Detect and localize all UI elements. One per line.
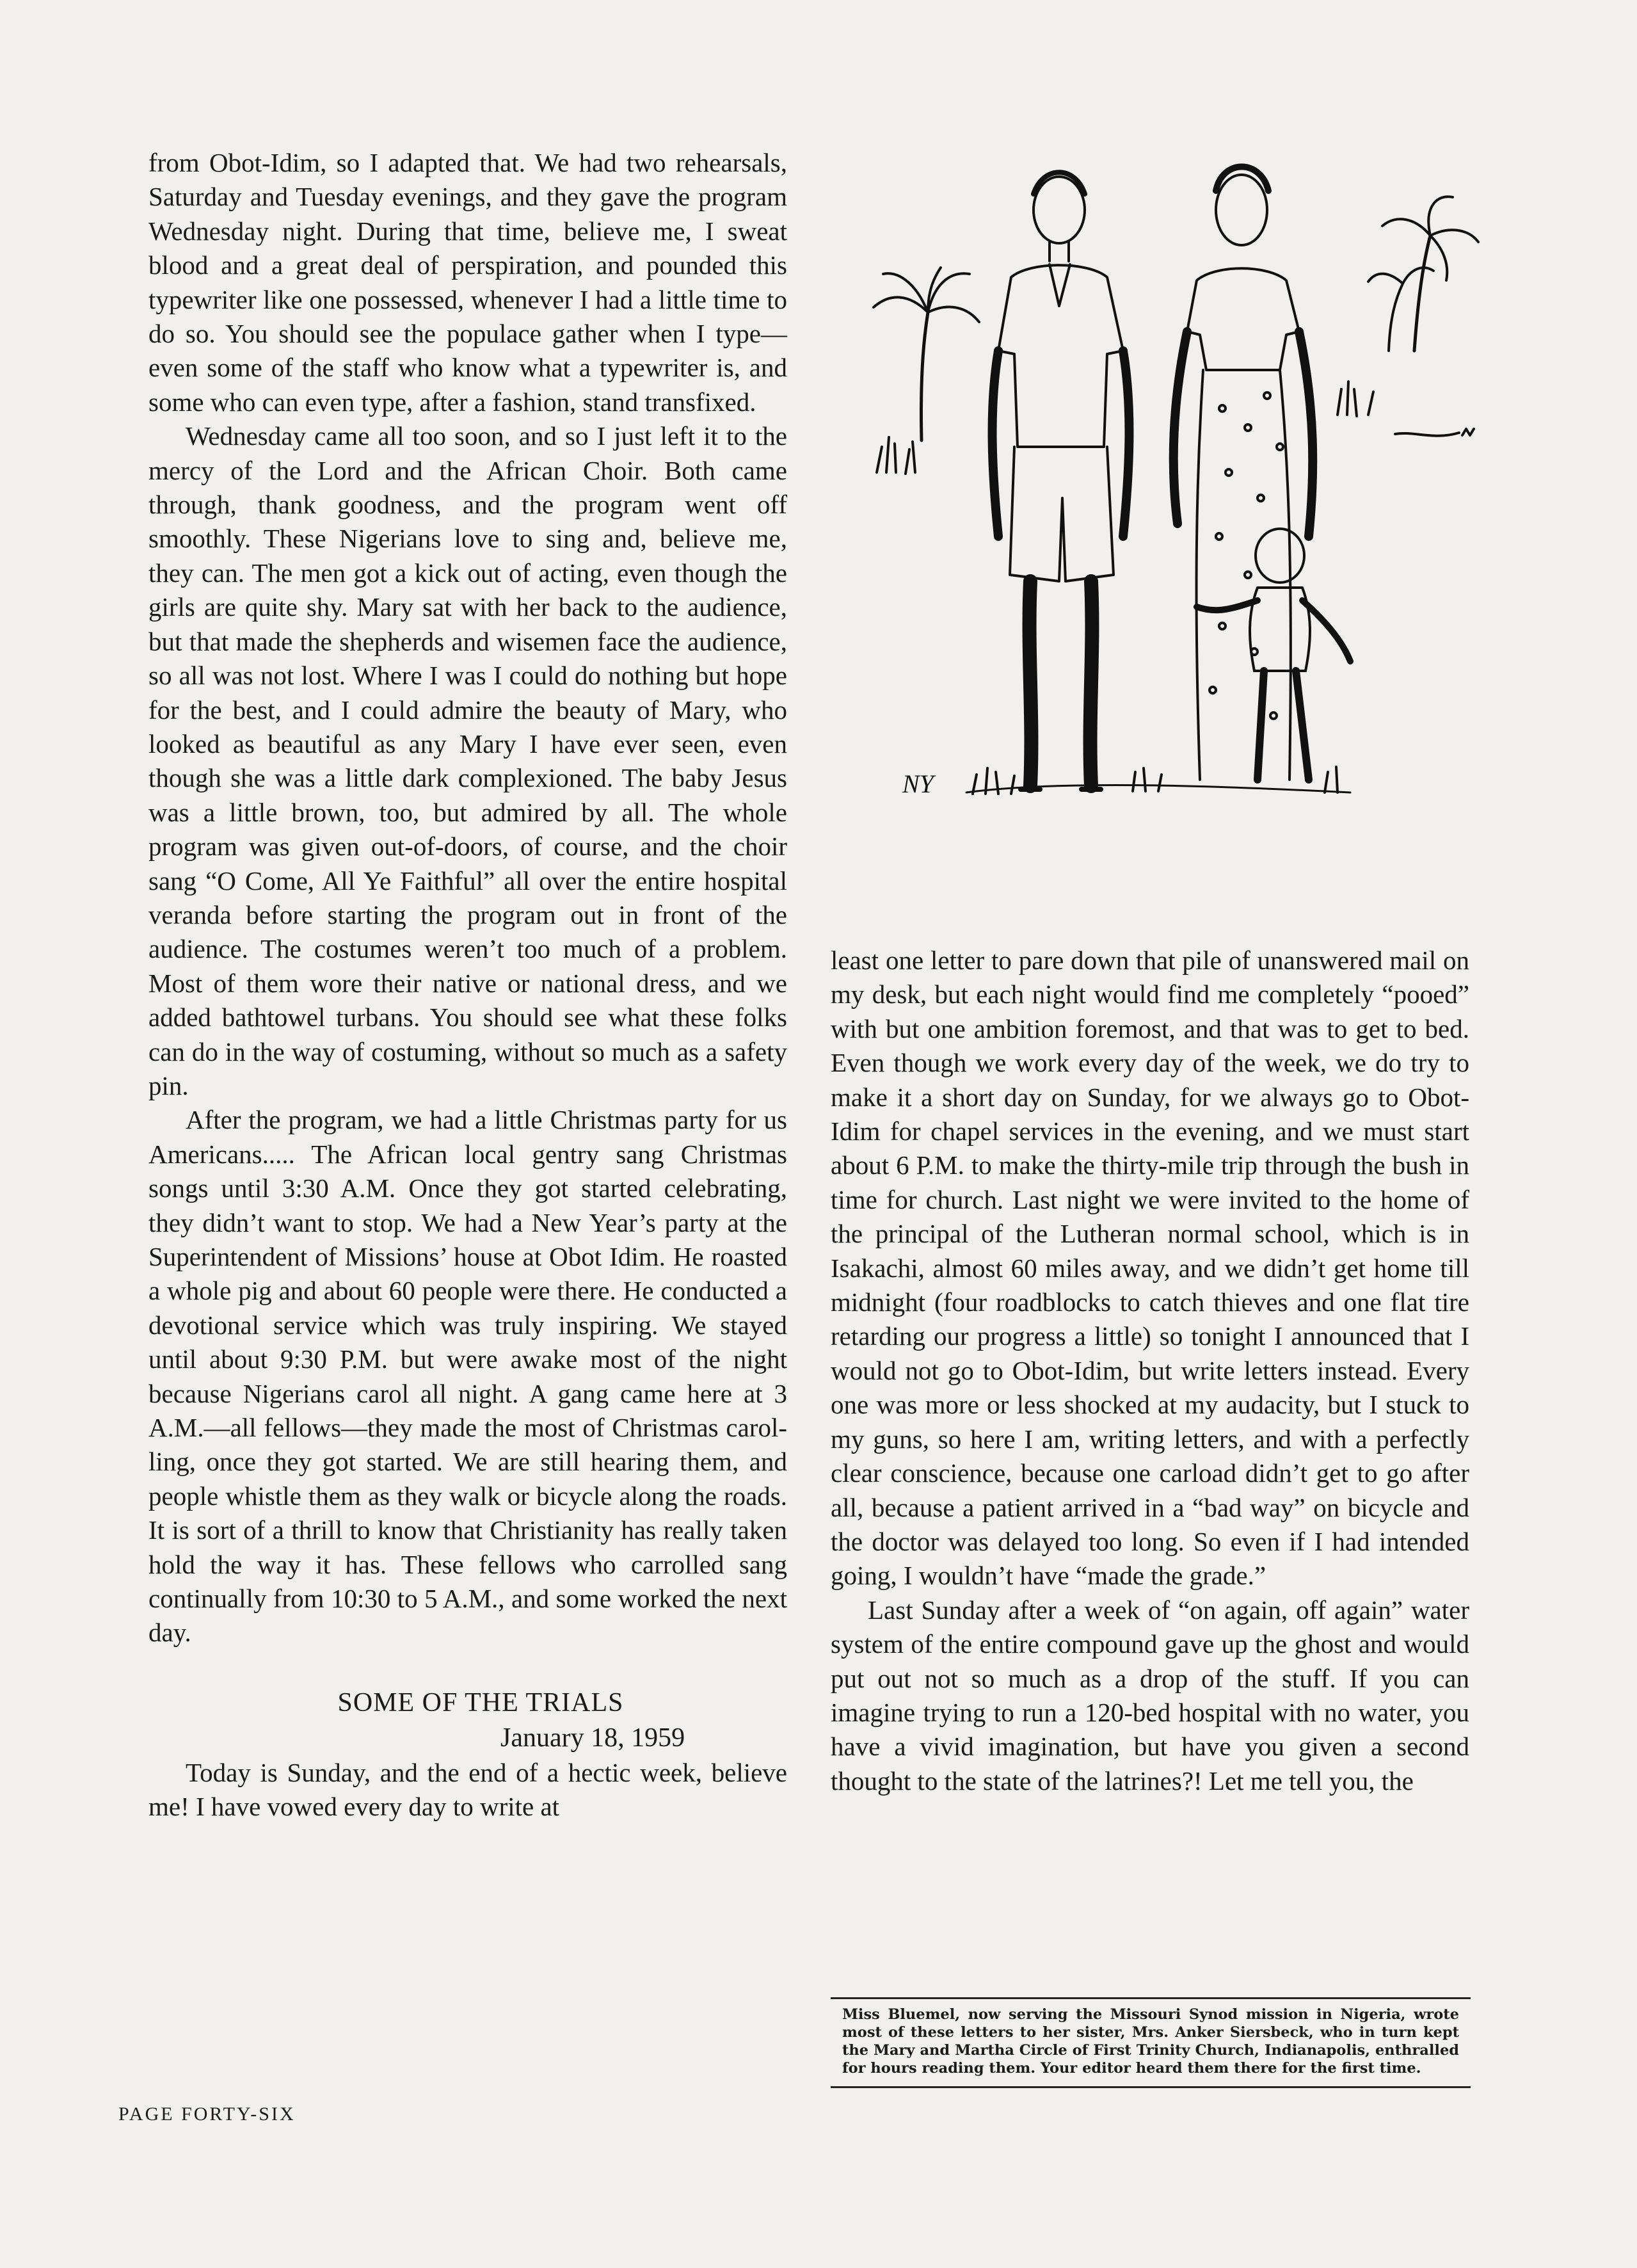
paragraph: Today is Sunday, and the end of a hectic week, believe me! I have vowed every day to write at bbox=[148, 1757, 787, 1822]
paragraph: least one letter to pare down that pile of unanswered mail on my desk, but each night would find me completely “pooed” with but one ambition foremost, and that was to get to bed. Even though we work every day of the week, we do try to make it a short day on Sunday, for we always go to Obot-Idim for chapel services in the evening, and we must start about 6 P.M. to make the thirty-mile trip through the bush in time for church. Last night we were invited to the home of the principal of the Lutheran normal school, which is in Isakachi, almost 60 miles away, and we didn’t get home till midnight (four roadblocks to catch thieves and one flat tire retarding our progress a little) so tonight I announced that I would not go to Obot-Idim, but write letters instead. Every one was more or less shocked at my audacity, but I stuck to my guns, so here I am, writing letters, and with a perfectly clear conscience, because one carload didn’t get to go after all, because a patient arrived in a “bad way” on bicycle and the doctor was delayed too long. So even if I had intended going, I wouldn’t have “made the grade.” bbox=[831, 945, 1469, 1591]
paragraph: Last Sunday after a week of “on again, off again” water system of the entire compound gave up the ghost and would put out not so much as a drop of the stuff. If you can imagine trying to run a 120-bed hospital with no water, you have a vivid imagination, but have you given a second thought to the state of the latrines?! Let me tell you, the bbox=[831, 1595, 1469, 1796]
family-illustration bbox=[838, 140, 1497, 882]
section-title: SOME OF THE TRIALS bbox=[337, 1687, 624, 1717]
artist-signature: NY bbox=[902, 769, 934, 798]
section-date: January 18, 1959 bbox=[500, 1723, 685, 1753]
paragraph: After the program, we had a little Christmas party for us Americans..... The African local gentry sang Christmas songs until 3:30 A.M. Once they got started celebrating, they didn’t want to stop. We had a New Year’s party at the Superintendent of Missions’ house at Obot Idim. He roasted a whole pig and about 60 people were there. He conducted a devotional service which was truly inspiring. We stayed until about 9:30 P.M. but were awake most of the night because Nigerians carol all night. A gang came here at 3 A.M.—all fellows—they made the most of Christmas carolling, once they got started. We are still hearing them, and people whistle them as they walk or bicycle along the roads. It is sort of a thrill to know that Christianity has really taken hold the way it has. These fellows who carrolled sang continually from 10:30 to 5 A.M., and some worked the next day. bbox=[148, 1105, 787, 1648]
editor-note: Miss Bluemel, now serving the Missouri Synod mission in Nigeria, wrote most of these letters to her sister, Mrs. Anker Siersbeck, who in turn kept the Mary and Martha Circle of First Trinity Church, Indianapolis, enthralled for hours reading them. Your editor heard them there for the first time. bbox=[831, 1997, 1471, 2088]
left-column bbox=[148, 146, 787, 1824]
right-column bbox=[831, 944, 1469, 1798]
paragraph: Wednesday came all too soon, and so I just left it to the mercy of the Lord and the African Choir. Both came through, thank goodness, and the program went off smoothly. These Nigerians love to sing and, believe me, they can. The men got a kick out of acting, even though the girls are quite shy. Mary sat with her back to the audience, but that made the shepherds and wisemen face the audience, so all was not lost. Where I was I could do nothing but hope for the best, and I could admire the beauty of Mary, who looked as beautiful as any Mary I have ever seen, even though she was a little dark complexioned. The baby Jesus was a little brown, too, but admired by all. The whole program was given out-of-doors, of course, and the choir sang “O Come, All Ye Faithful” all over the entire hospital veranda before starting the program out in front of the audience. The costumes weren’t too much of a problem. Most of them wore their native or national dress, and we added bathtowel turbans. You should see what these folks can do in the way of costuming, without so much as a safety pin. bbox=[148, 421, 787, 1100]
page-folio: PAGE FORTY-SIX bbox=[118, 2103, 296, 2125]
paragraph: from Obot-Idim, so I adapted that. We had two rehearsals, Saturday and Tuesday evenings, and they gave the program Wednesday night. During that time, believe me, I sweat blood and a great deal of perspiration, and pounded this typewriter like one possessed, whenever I had a little time to do so. You should see the populace gather when I type—even some of the staff who know what a typewriter is, and some who can even type, after a fashion, stand transfixed. bbox=[148, 148, 787, 417]
